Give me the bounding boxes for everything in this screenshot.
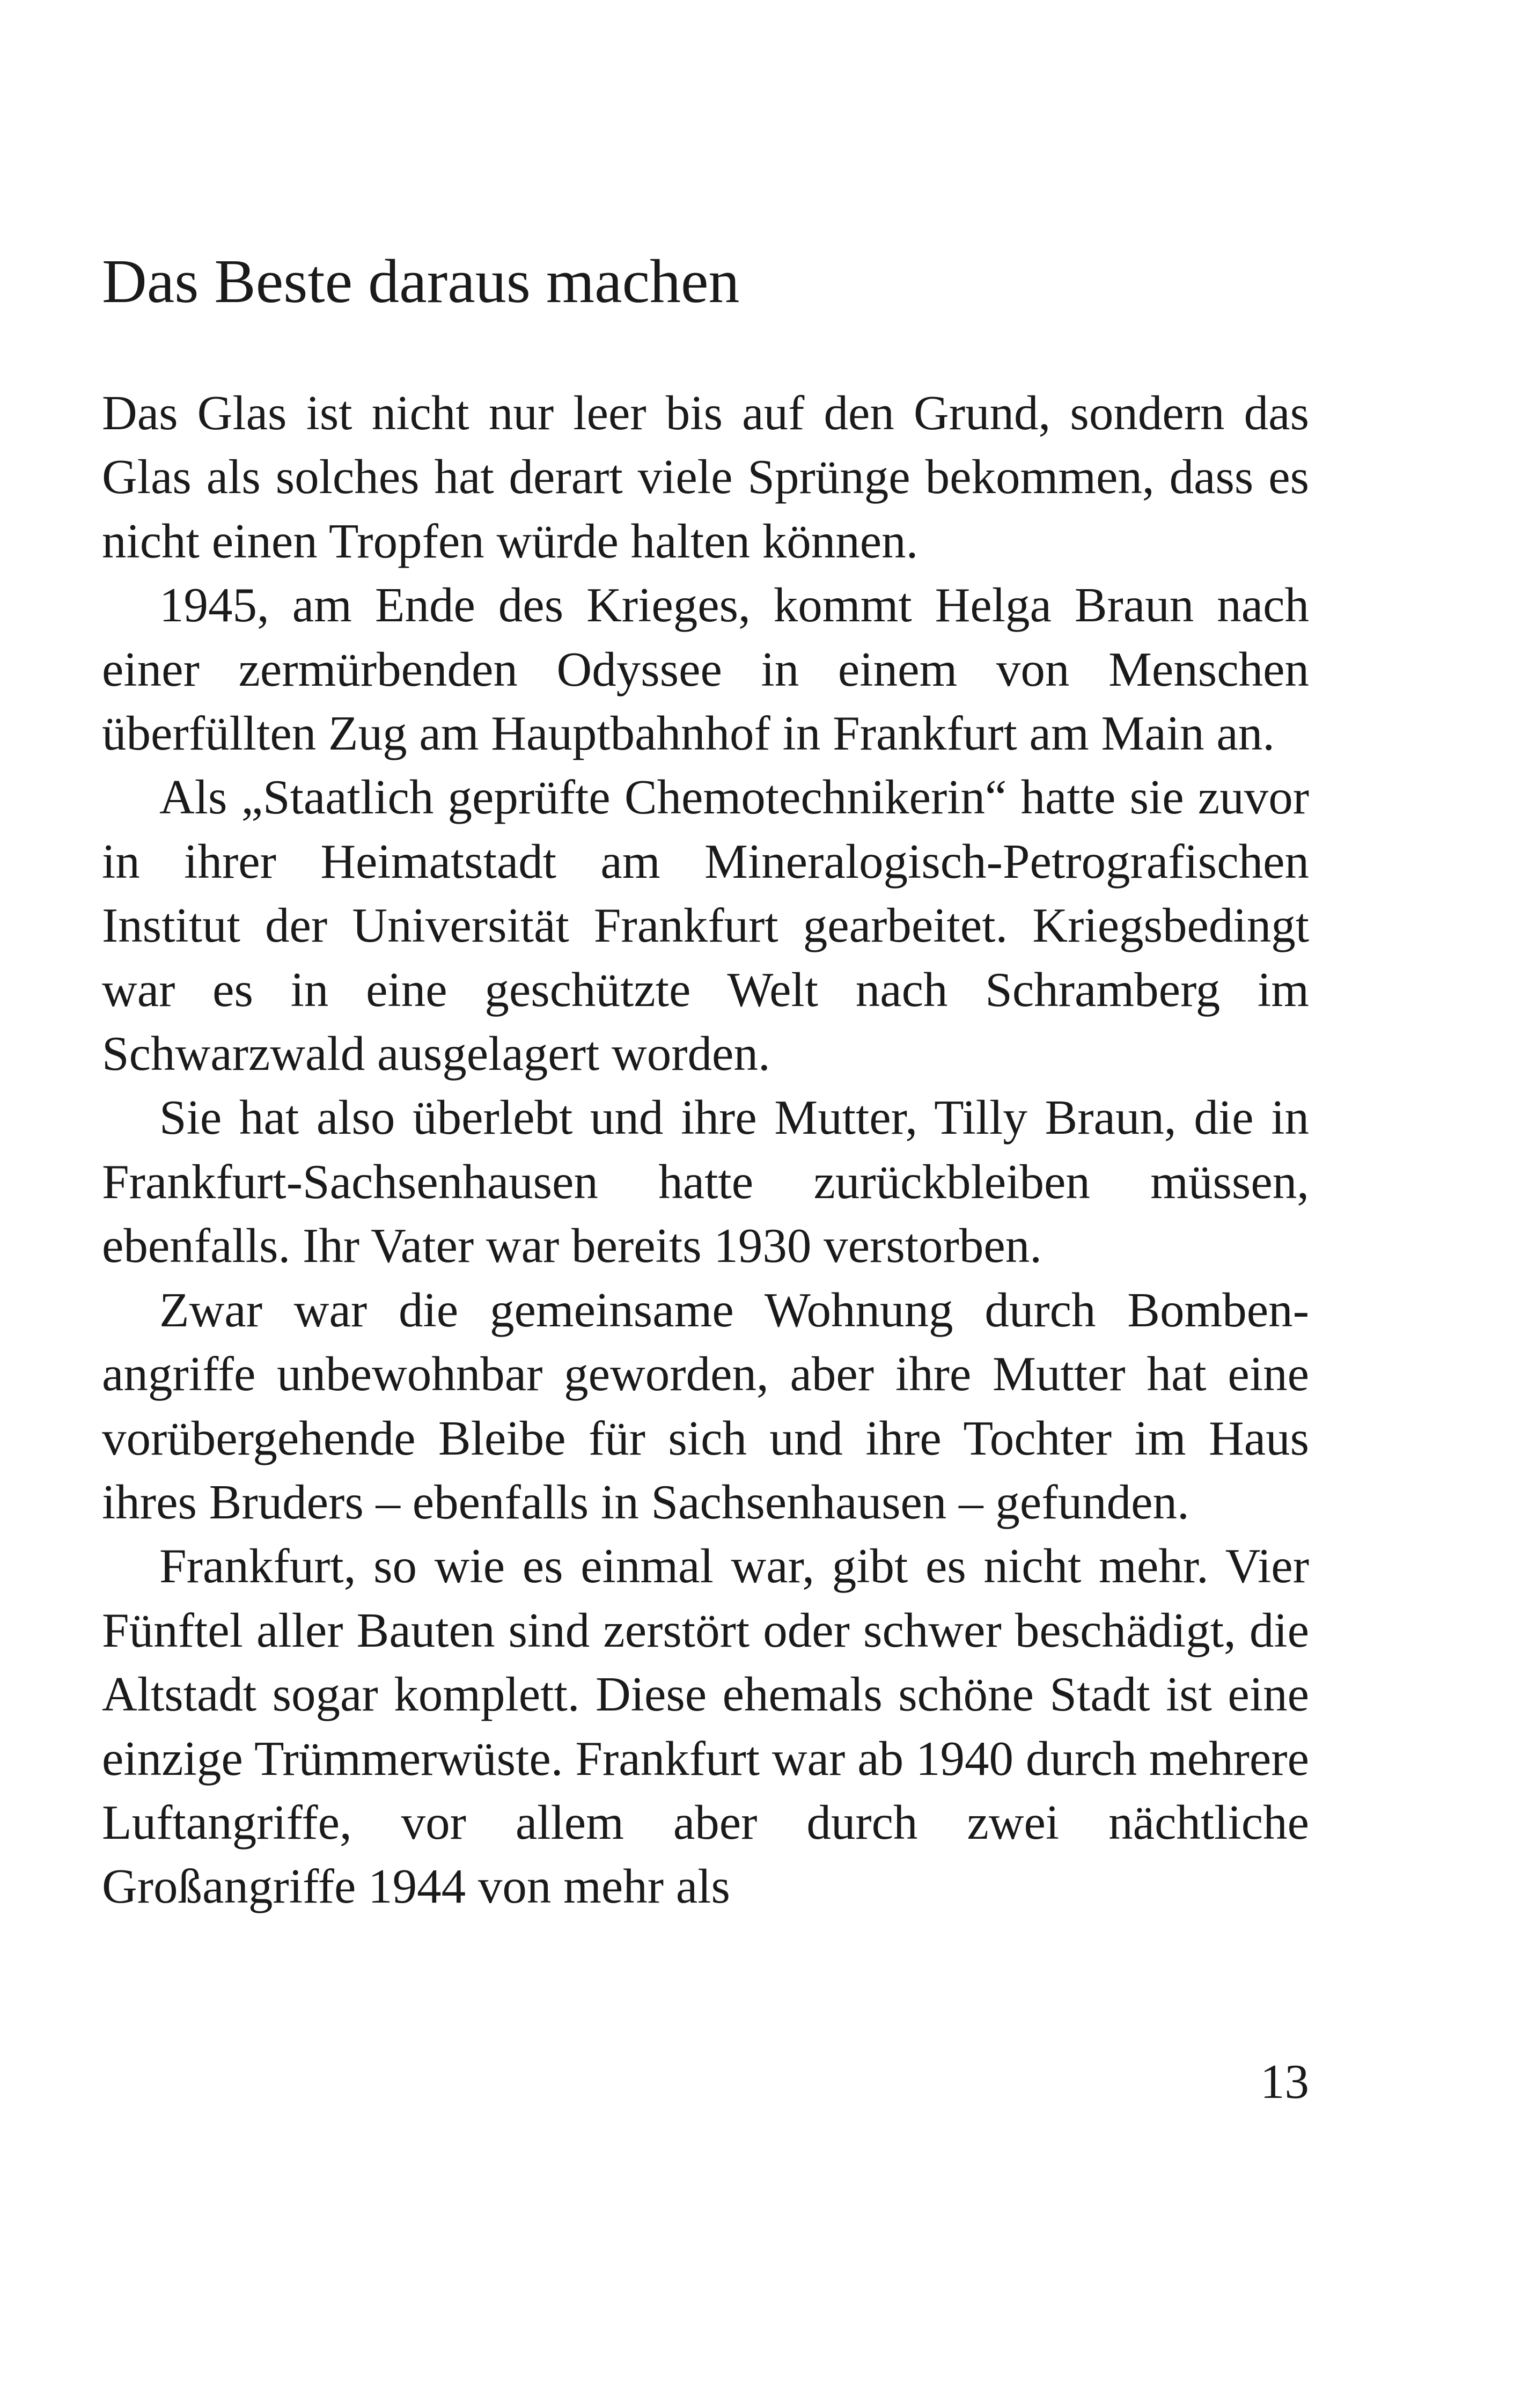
- paragraph: Als „Staatlich geprüfte Chemotechnikerin“ hatte sie zuvor in ihrer Heimatstadt am Mineralogisch-Petrografischen Institut der Universität Frankfurt gearbeitet. Kriegsbedingt war es in eine geschützte Welt nach Schramberg im Schwarzwald ausgelagert worden.: [102, 770, 1309, 1081]
- paragraph: Das Glas ist nicht nur leer bis auf den Grund, sondern das Glas als solches hat derart viele Sprünge bekommen, dass es nicht einen Tropfen würde halten können.: [102, 386, 1309, 568]
- paragraph: 1945, am Ende des Krieges, kommt Helga Braun nach einer zermürbenden Odyssee in einem von Menschen überfüllten Zug am Hauptbahnhof in Frankfurt am Main an.: [102, 578, 1309, 761]
- paragraph: Frankfurt, so wie es einmal war, gibt es nicht mehr. Vier Fünftel aller Bauten sind zerstört oder schwer beschädigt, die Altstadt sogar komplett. Diese ehemals schöne Stadt ist eine einzige Trümmerwüste. Frankfurt war ab 1940 durch mehrere Luftangriffe, vor allem aber durch zwei nächtliche Großangriffe 1944 von mehr als: [102, 1539, 1309, 1914]
- paragraph: Zwar war die gemeinsame Wohnung durch Bombenangriffe unbewohnbar geworden, aber ihre Mutter hat eine vorübergehende Bleibe für sich und ihre Tochter im Haus ihres Bruders – ebenfalls in Sachsenhausen – gefunden.: [102, 1282, 1309, 1529]
- chapter-title: Das Beste daraus machen: [102, 247, 740, 316]
- body-text: [102, 381, 1309, 1919]
- paragraph: Sie hat also überlebt und ihre Mutter, Tilly Braun, die in Frankfurt-Sachsenhausen hatte zurückbleiben müssen, ebenfalls. Ihr Vater war bereits 1930 verstorben.: [102, 1090, 1309, 1273]
- page-number: 13: [1260, 2054, 1309, 2109]
